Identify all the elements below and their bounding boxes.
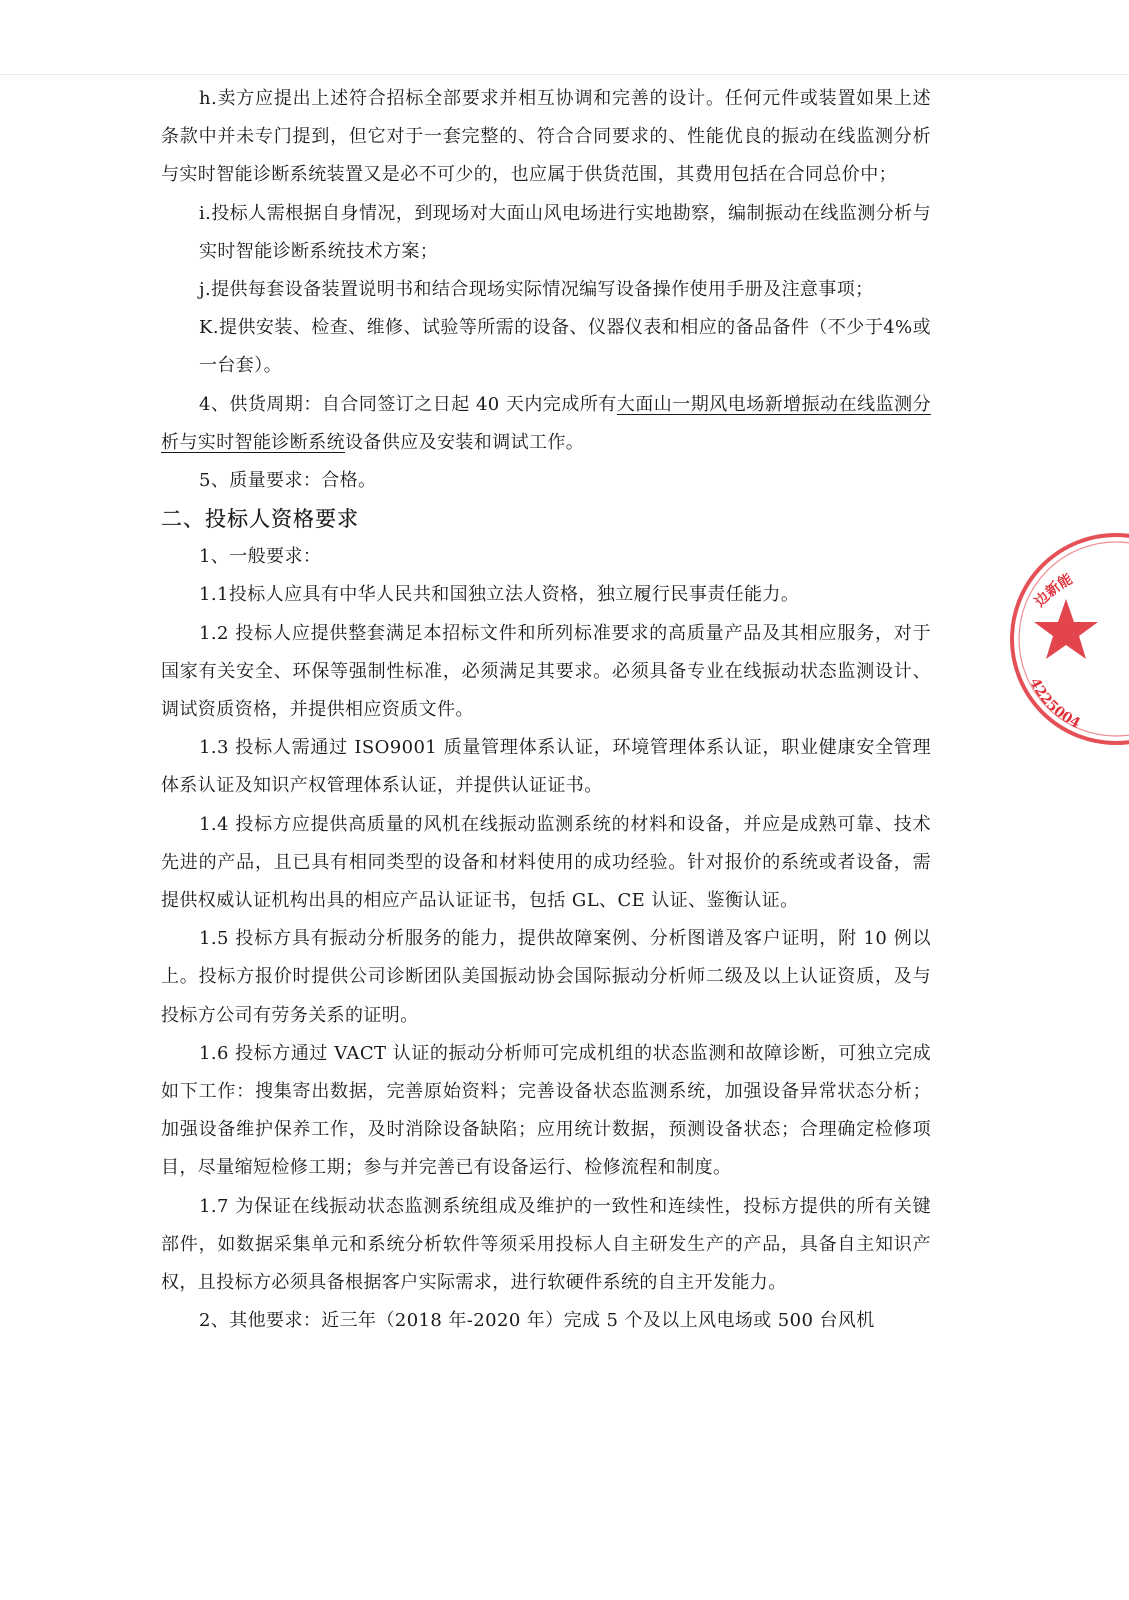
requirement-1-7: 1.7 为保证在线振动状态监测系统组成及维护的一致性和连续性，投标方提供的所有关键部件，如数据采集单元和系统分析软件等须采用投标人自主研发生产的产品，具备自主知识产权，且投标方必须具备根据客户实际需求，进行软硬件系统的自主开发能力。	[161, 1195, 931, 1294]
requirement-1-2: 1.2 投标人应提供整套满足本招标文件和所列标准要求的高质量产品及其相应服务，对于国家有关安全、环保等强制性标准，必须满足其要求。必须具备专业在线振动状态监测设计、调试资质资格，并提供相应资质文件。	[161, 622, 931, 721]
requirement-1-3: 1.3 投标人需通过 ISO9001 质量管理体系认证，环境管理体系认证，职业健康安全管理体系认证及知识产权管理体系认证，并提供认证证书。	[161, 737, 931, 797]
page-top-edge	[0, 74, 1129, 75]
supply-period-tail: 设备供应及安装和调试工作。	[345, 431, 585, 453]
clause-j: j.提供每套设备装置说明书和结合现场实际情况编写设备操作使用手册及注意事项；	[199, 279, 874, 301]
requirement-1-6: 1.6 投标方通过 VACT 认证的振动分析师可完成机组的状态监测和故障诊断，可独立完成如下工作：搜集寄出数据，完善原始资料；完善设备状态监测系统，加强设备异常状态分析；加强设备维护保养工作，及时消除设备缺陷；应用统计数据，预测设备状态；合理确定检修项目，尽量缩短检修工期；参与并完善已有设备运行、检修流程和制度。	[161, 1042, 931, 1179]
requirement-1-5: 1.5 投标方具有振动分析服务的能力，提供故障案例、分析图谱及客户证明，附 10 例以上。投标方报价时提供公司诊断团队美国振动协会国际振动分析师二级及以上认证资质，及与投标方公司有劳务关系的证明。	[161, 928, 931, 1026]
clause-k: K.提供安装、检查、维修、试验等所需的设备、仪器仪表和相应的备品备件（不少于4%或一台套）。	[199, 317, 931, 377]
supply-period	[161, 386, 931, 462]
requirement-1-4: 1.4 投标方应提供高质量的风机在线振动监测系统的材料和设备，并应是成熟可靠、技术先进的产品，且已具有相同类型的设备和材料使用的成功经验。针对报价的系统或者设备，需提供权威认证机构出具的相应产品认证证书，包括 GL、CE 认证、鉴衡认证。	[161, 813, 931, 912]
company-seal	[1006, 527, 1129, 755]
seal-stamp-icon	[1006, 527, 1129, 755]
seal-arc-text-top: 边新能	[1031, 571, 1076, 611]
seal-arc-text-bottom: 4225004	[1026, 675, 1083, 733]
clause-h: h.卖方应提出上述符合招标全部要求并相互协调和完善的设计。任何元件或装置如果上述条款中并未专门提到，但它对于一套完整的、符合合同要求的、性能优良的振动在线监测分析与实时智能诊断系统装置又是必不可少的，也应属于供货范围，其费用包括在合同总价中；	[161, 88, 931, 186]
clause-i: i.投标人需根据自身情况，到现场对大面山风电场进行实地勘察，编制振动在线监测分析与实时智能诊断系统技术方案；	[199, 202, 931, 262]
requirement-1-1: 1.1投标人应具有中华人民共和国独立法人资格，独立履行民事责任能力。	[199, 584, 800, 606]
document-body	[161, 80, 931, 1341]
supply-period-project: 大面山一期风电场新增振动在线监测分析与实时智能诊断系统	[161, 393, 931, 453]
section-heading: 二、投标人资格要求	[161, 507, 359, 532]
quality-requirement: 5、质量要求：合格。	[199, 470, 377, 492]
other-requirements: 2、其他要求：近三年（2018 年-2020 年）完成 5 个及以上风电场或 500 台风机	[199, 1310, 875, 1332]
general-requirements: 1、一般要求：	[199, 546, 322, 568]
supply-period-lead: 4、供货周期：自合同签订之日起 40 天内完成所有	[199, 393, 617, 415]
